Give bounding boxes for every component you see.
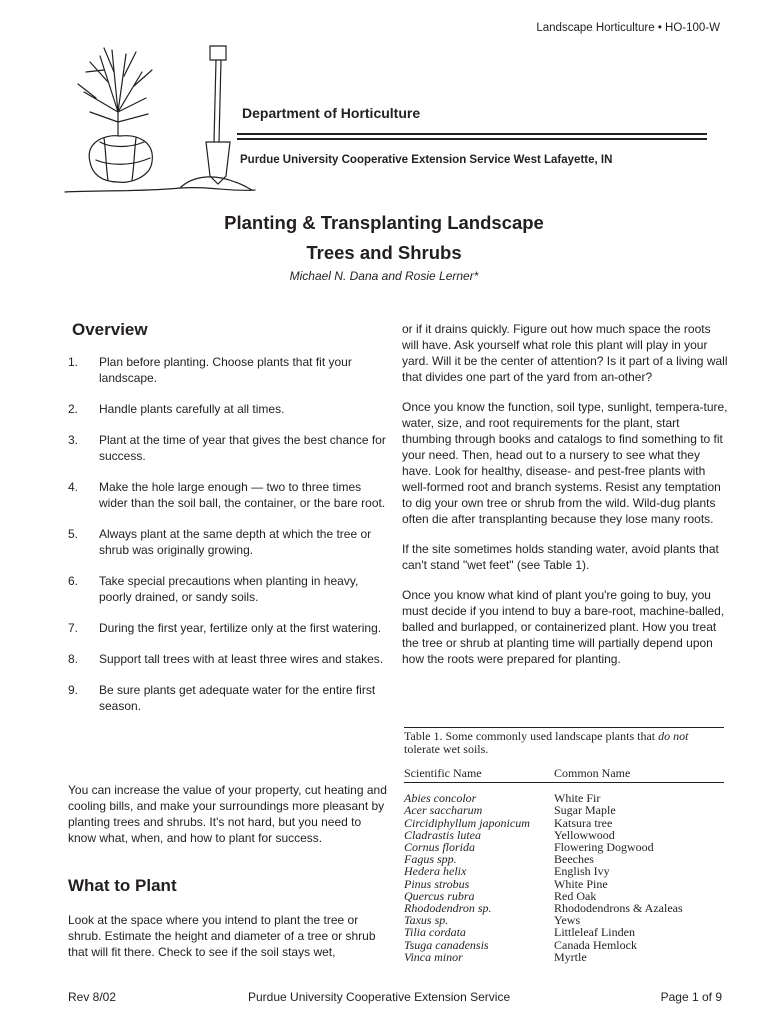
what-to-plant-heading: What to Plant (68, 876, 177, 895)
masthead-rule-bottom (237, 138, 707, 140)
extension-service-line: Purdue University Cooperative Extension Service West Lafayette, IN (240, 154, 613, 166)
table-row: Rhododendron sp. Rhododendrons & Azaleas (404, 901, 683, 916)
right-column-text (402, 321, 728, 681)
table-row: Cladrastis lutea Yellowwood (404, 827, 615, 842)
what-to-plant-paragraph: Look at the space where you intend to plant the tree or shrub. Estimate the height and diameter of a tree or shrub that will fit there. Check to see if the soil stays wet, (68, 913, 376, 959)
overview-heading: Overview (72, 320, 148, 339)
table-row: Tsuga canadensis Canada Hemlock (404, 937, 637, 952)
masthead-rule-top (237, 133, 707, 135)
list-item: 6. Take special precautions when planting in heavy, poorly drained, or sandy soils. (68, 574, 359, 604)
department-name: Department of Horticulture (242, 105, 421, 121)
table-caption: Table 1. Some commonly used landscape plants that do not tolerate wet soils. (404, 729, 689, 756)
col-header-scientific: Scientific Name (404, 766, 482, 780)
list-item: 9. Be sure plants get adequate water for the entire first season. (68, 683, 376, 713)
overview-list (68, 354, 390, 714)
shrub-and-spade-illustration (60, 42, 260, 202)
list-item: 8. Support tall trees with at least three wires and stakes. (68, 652, 384, 666)
list-item: 4. Make the hole large enough — two to three times wider than the soil ball, the container, or the bare root. (68, 480, 386, 510)
table-1 (404, 727, 724, 963)
list-item: 1. Plan before planting. Choose plants that fit your landscape. (68, 355, 352, 385)
table-row: Quercus rubra Red Oak (404, 888, 597, 903)
list-item: 2. Handle plants carefully at all times. (68, 402, 285, 416)
footer-organization: Purdue University Cooperative Extension Service (248, 990, 511, 1004)
table-row: Abies concolor White Fir (404, 791, 601, 806)
table-row: Circidiphyllum japonicum Katsura tree (404, 815, 613, 830)
list-item: 3. Plant at the time of year that gives the best chance for success. (68, 433, 386, 463)
table-row: Taxus sp. Yews (404, 913, 581, 928)
authors: Michael N. Dana and Rosie Lerner* (289, 269, 479, 283)
body-paragraph: Once you know what kind of plant you're going to buy, you must decide if you intend to buy a bare-root, machine-balled, balled and burlapped, or containerized plant. How you treat the tree or shrub at planting time will partially depend upon how the roots were prepared for planting. (402, 588, 725, 666)
table-rule-top (404, 727, 724, 728)
footer-revision: Rev 8/02 (68, 990, 117, 1004)
document-title-line1: Planting & Transplanting Landscape (224, 212, 544, 233)
table-row: Cornus florida Flowering Dogwood (404, 840, 654, 855)
overview-paragraph: You can increase the value of your property, cut heating and cooling bills, and make your surroundings more pleasant by planting trees and shrubs. It's not hard, but you need to know what, when, and how to plant for success. (68, 783, 387, 845)
document-title-line2: Trees and Shrubs (306, 242, 462, 263)
table-rule-mid (404, 782, 724, 783)
body-paragraph: If the site sometimes holds standing water, avoid plants that can't stand "wet feet" (see Table 1). (402, 542, 719, 572)
table-row: Acer saccharum Sugar Maple (404, 803, 616, 818)
table-row: Fagus spp. Beeches (404, 852, 594, 867)
body-paragraph: or if it drains quickly. Figure out how much space the roots will have. Ask yourself what role this plant will play in your yard. Will it be the center of attention? Is it part of a living wall that divides one part of the yard from an-other? (402, 322, 728, 384)
list-item: 5. Always plant at the same depth at which the tree or shrub was originally growing. (68, 527, 372, 557)
list-item: 7. During the first year, fertilize only at the first watering. (68, 621, 382, 635)
table-row: Tilia cordata Littleleaf Linden (404, 925, 635, 940)
table-row: Hedera helix English Ivy (404, 864, 610, 879)
table-row: Pinus strobus White Pine (404, 876, 608, 891)
body-paragraph: Once you know the function, soil type, sunlight, tempera-ture, water, size, and root requirements for the plant, start thumbing through books and catalogs to find something to fit your need. Then, head out to a nursery to see what they have. Look for healthy, disease- and pest-free plants with well-formed root and branch systems. Resist any temptation to dig your own tree or shrub from the wild. Wild-dug plants often die after transplanting because they lose many roots. (402, 400, 728, 526)
footer-page-number: Page 1 of 9 (660, 990, 722, 1004)
table-row: Vinca minor Myrtle (404, 949, 587, 964)
col-header-common: Common Name (554, 766, 631, 780)
overview-list-column (68, 354, 390, 729)
table-header-row (404, 767, 724, 779)
series-label: Landscape Horticulture • HO-100-W (536, 22, 720, 34)
